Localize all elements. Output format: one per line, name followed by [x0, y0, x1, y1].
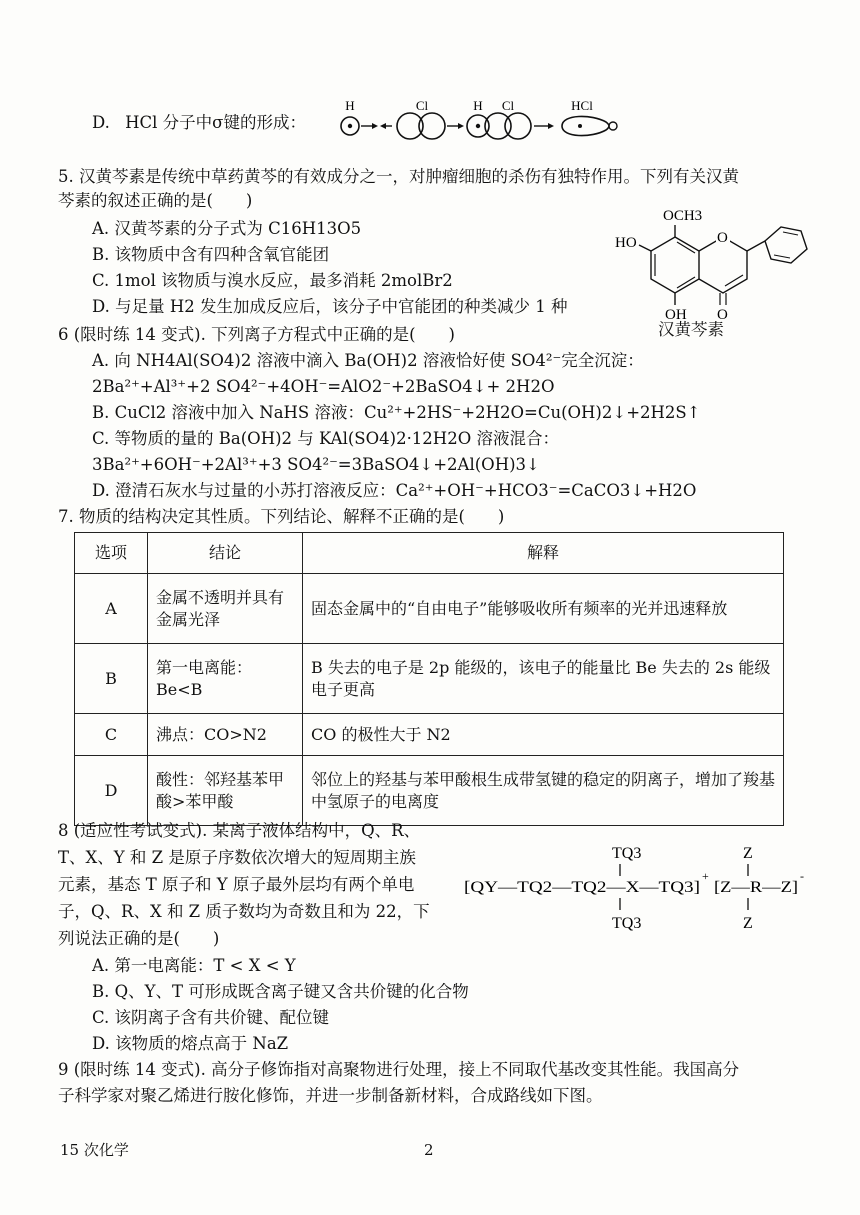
q8-stem-line4: 子，Q、R、X 和 Z 质子数均为奇数且和为 22，下	[58, 902, 430, 921]
table-row	[75, 714, 784, 756]
q4-option-d-text: HCl 分子中σ键的形成：	[125, 113, 306, 132]
header-option: 选项	[75, 533, 148, 574]
anion-charge: -	[800, 869, 804, 883]
q4-option-d	[92, 112, 306, 134]
label-ho: HO	[615, 235, 637, 251]
cation-top-group: TQ3	[612, 845, 642, 862]
row-explanation: 邻位上的羟基与苯甲酸根生成带氢键的稳定的阴离子，增加了羧基中氢原子的电离度	[303, 756, 784, 826]
row-explanation: B 失去的电子是 2p 能级的，该电子的能量比 Be 失去的 2s 能级电子更高	[303, 644, 784, 714]
row-conclusion: 第一电离能：Be<B	[148, 644, 303, 714]
row-option: C	[75, 714, 148, 756]
diagram-label-cl1: Cl	[415, 98, 429, 113]
row-conclusion: 沸点：CO>N2	[148, 714, 303, 756]
q8-option-c: C. 该阴离子含有共价键、配位键	[92, 1008, 330, 1027]
table-row	[75, 756, 784, 826]
label-keto-o: O	[717, 307, 728, 323]
q6-stem: 6 (限时练 14 变式). 下列离子方程式中正确的是( )	[58, 325, 455, 344]
q5-stem-line2: 芩素的叙述正确的是( )	[58, 191, 253, 210]
row-conclusion: 金属不透明并具有金属光泽	[148, 574, 303, 644]
row-option: A	[75, 574, 148, 644]
q6-option-b: B. CuCl2 溶液中加入 NaHS 溶液：Cu²⁺+2HS⁻+2H2O=Cu(OH)2↓+2H2S↑	[92, 403, 701, 422]
diagram-label-hcl: HCl	[571, 98, 593, 113]
wogonin-caption: 汉黄芩素	[658, 320, 724, 339]
anion-top: Z	[743, 845, 753, 862]
hcl-sigma-bond-diagram	[330, 98, 630, 142]
row-option: B	[75, 644, 148, 714]
q5-stem-line1: 5. 汉黄芩素是传统中草药黄芩的有效成分之一，对肿瘤细胞的杀伤有独特作用。下列有关汉黄	[58, 167, 739, 186]
q9-stem-line1: 9 (限时练 14 变式). 高分子修饰指对高聚物进行处理，接上不同取代基改变其性能。我国高分	[58, 1060, 740, 1079]
q5-option-a: A. 汉黄芩素的分子式为 C16H13O5	[92, 219, 362, 238]
table-row	[75, 644, 784, 714]
q6-option-a: A. 向 NH4Al(SO4)2 溶液中滴入 Ba(OH)2 溶液恰好使 SO4²⁻完全沉淀：	[92, 351, 644, 370]
q8-option-b: B. Q、Y、T 可形成既含离子键又含共价键的化合物	[92, 982, 469, 1001]
ionic-liquid-structure	[460, 836, 820, 936]
cation-chain: [QY—TQ2—TQ2—X—TQ3]	[464, 879, 700, 896]
row-option: D	[75, 756, 148, 826]
diagram-label-h1: H	[345, 98, 355, 113]
cation-charge: +	[702, 869, 709, 883]
q8-option-a: A. 第一电离能：T < X < Y	[92, 956, 296, 975]
anion-bottom: Z	[743, 915, 753, 932]
q7-table	[74, 532, 784, 826]
q6-option-d: D. 澄清石灰水与过量的小苏打溶液反应：Ca²⁺+OH⁻+HCO3⁻=CaCO3↓+H2O	[92, 481, 697, 500]
q5-option-d: D. 与足量 H2 发生加成反应后，该分子中官能团的种类减少 1 种	[92, 297, 568, 316]
row-explanation: 固态金属中的“自由电子”能够吸收所有频率的光并迅速释放	[303, 574, 784, 644]
q6-option-c-equation: 3Ba²⁺+6OH⁻+2Al³⁺+3 SO4²⁻=3BaSO4↓+2Al(OH)3↓	[92, 455, 540, 474]
q8-stem-line2: T、X、Y 和 Z 是原子序数依次增大的短周期主族	[58, 848, 416, 867]
header-conclusion: 结论	[148, 533, 303, 574]
q8-option-d: D. 该物质的熔点高于 NaZ	[92, 1034, 289, 1053]
row-conclusion: 酸性：邻羟基苯甲酸>苯甲酸	[148, 756, 303, 826]
table-row	[75, 574, 784, 644]
anion-chain: [Z—R—Z]	[714, 879, 798, 896]
diagram-label-h2: H	[473, 98, 483, 113]
label-oh: OH	[665, 307, 687, 323]
q7-table-header	[75, 533, 784, 574]
footer-left: 15 次化学	[60, 1141, 129, 1159]
cation-bottom-group: TQ3	[612, 915, 642, 932]
page-number: 2	[424, 1141, 434, 1159]
q8-stem-line5: 列说法正确的是( )	[58, 929, 220, 948]
q9-stem-line2: 子科学家对聚乙烯进行胺化修饰，并进一步制备新材料，合成路线如下图。	[58, 1086, 603, 1105]
q5-option-c: C. 1mol 该物质与溴水反应，最多消耗 2molBr2	[92, 271, 453, 290]
q4-option-d-label: D.	[92, 113, 110, 132]
q6-option-c: C. 等物质的量的 Ba(OH)2 与 KAl(SO4)2·12H2O 溶液混合：	[92, 429, 559, 448]
label-och3: OCH3	[663, 208, 703, 224]
q5-option-b: B. 该物质中含有四种含氧官能团	[92, 245, 330, 264]
q8-stem-line1: 8 (适应性考试变式). 某离子液体结构中，Q、R、	[58, 821, 421, 840]
q6-option-a-equation: 2Ba²⁺+Al³⁺+2 SO4²⁻+4OH⁻=AlO2⁻+2BaSO4↓+ 2H2O	[92, 377, 555, 396]
header-explanation: 解释	[303, 533, 784, 574]
row-explanation: CO 的极性大于 N2	[303, 714, 784, 756]
q7-stem: 7. 物质的结构决定其性质。下列结论、解释不正确的是( )	[58, 507, 505, 526]
diagram-label-cl2: Cl	[501, 98, 515, 113]
q8-stem-line3: 元素，基态 T 原子和 Y 原子最外层均有两个单电	[58, 875, 415, 894]
label-ring-o: O	[717, 230, 728, 246]
